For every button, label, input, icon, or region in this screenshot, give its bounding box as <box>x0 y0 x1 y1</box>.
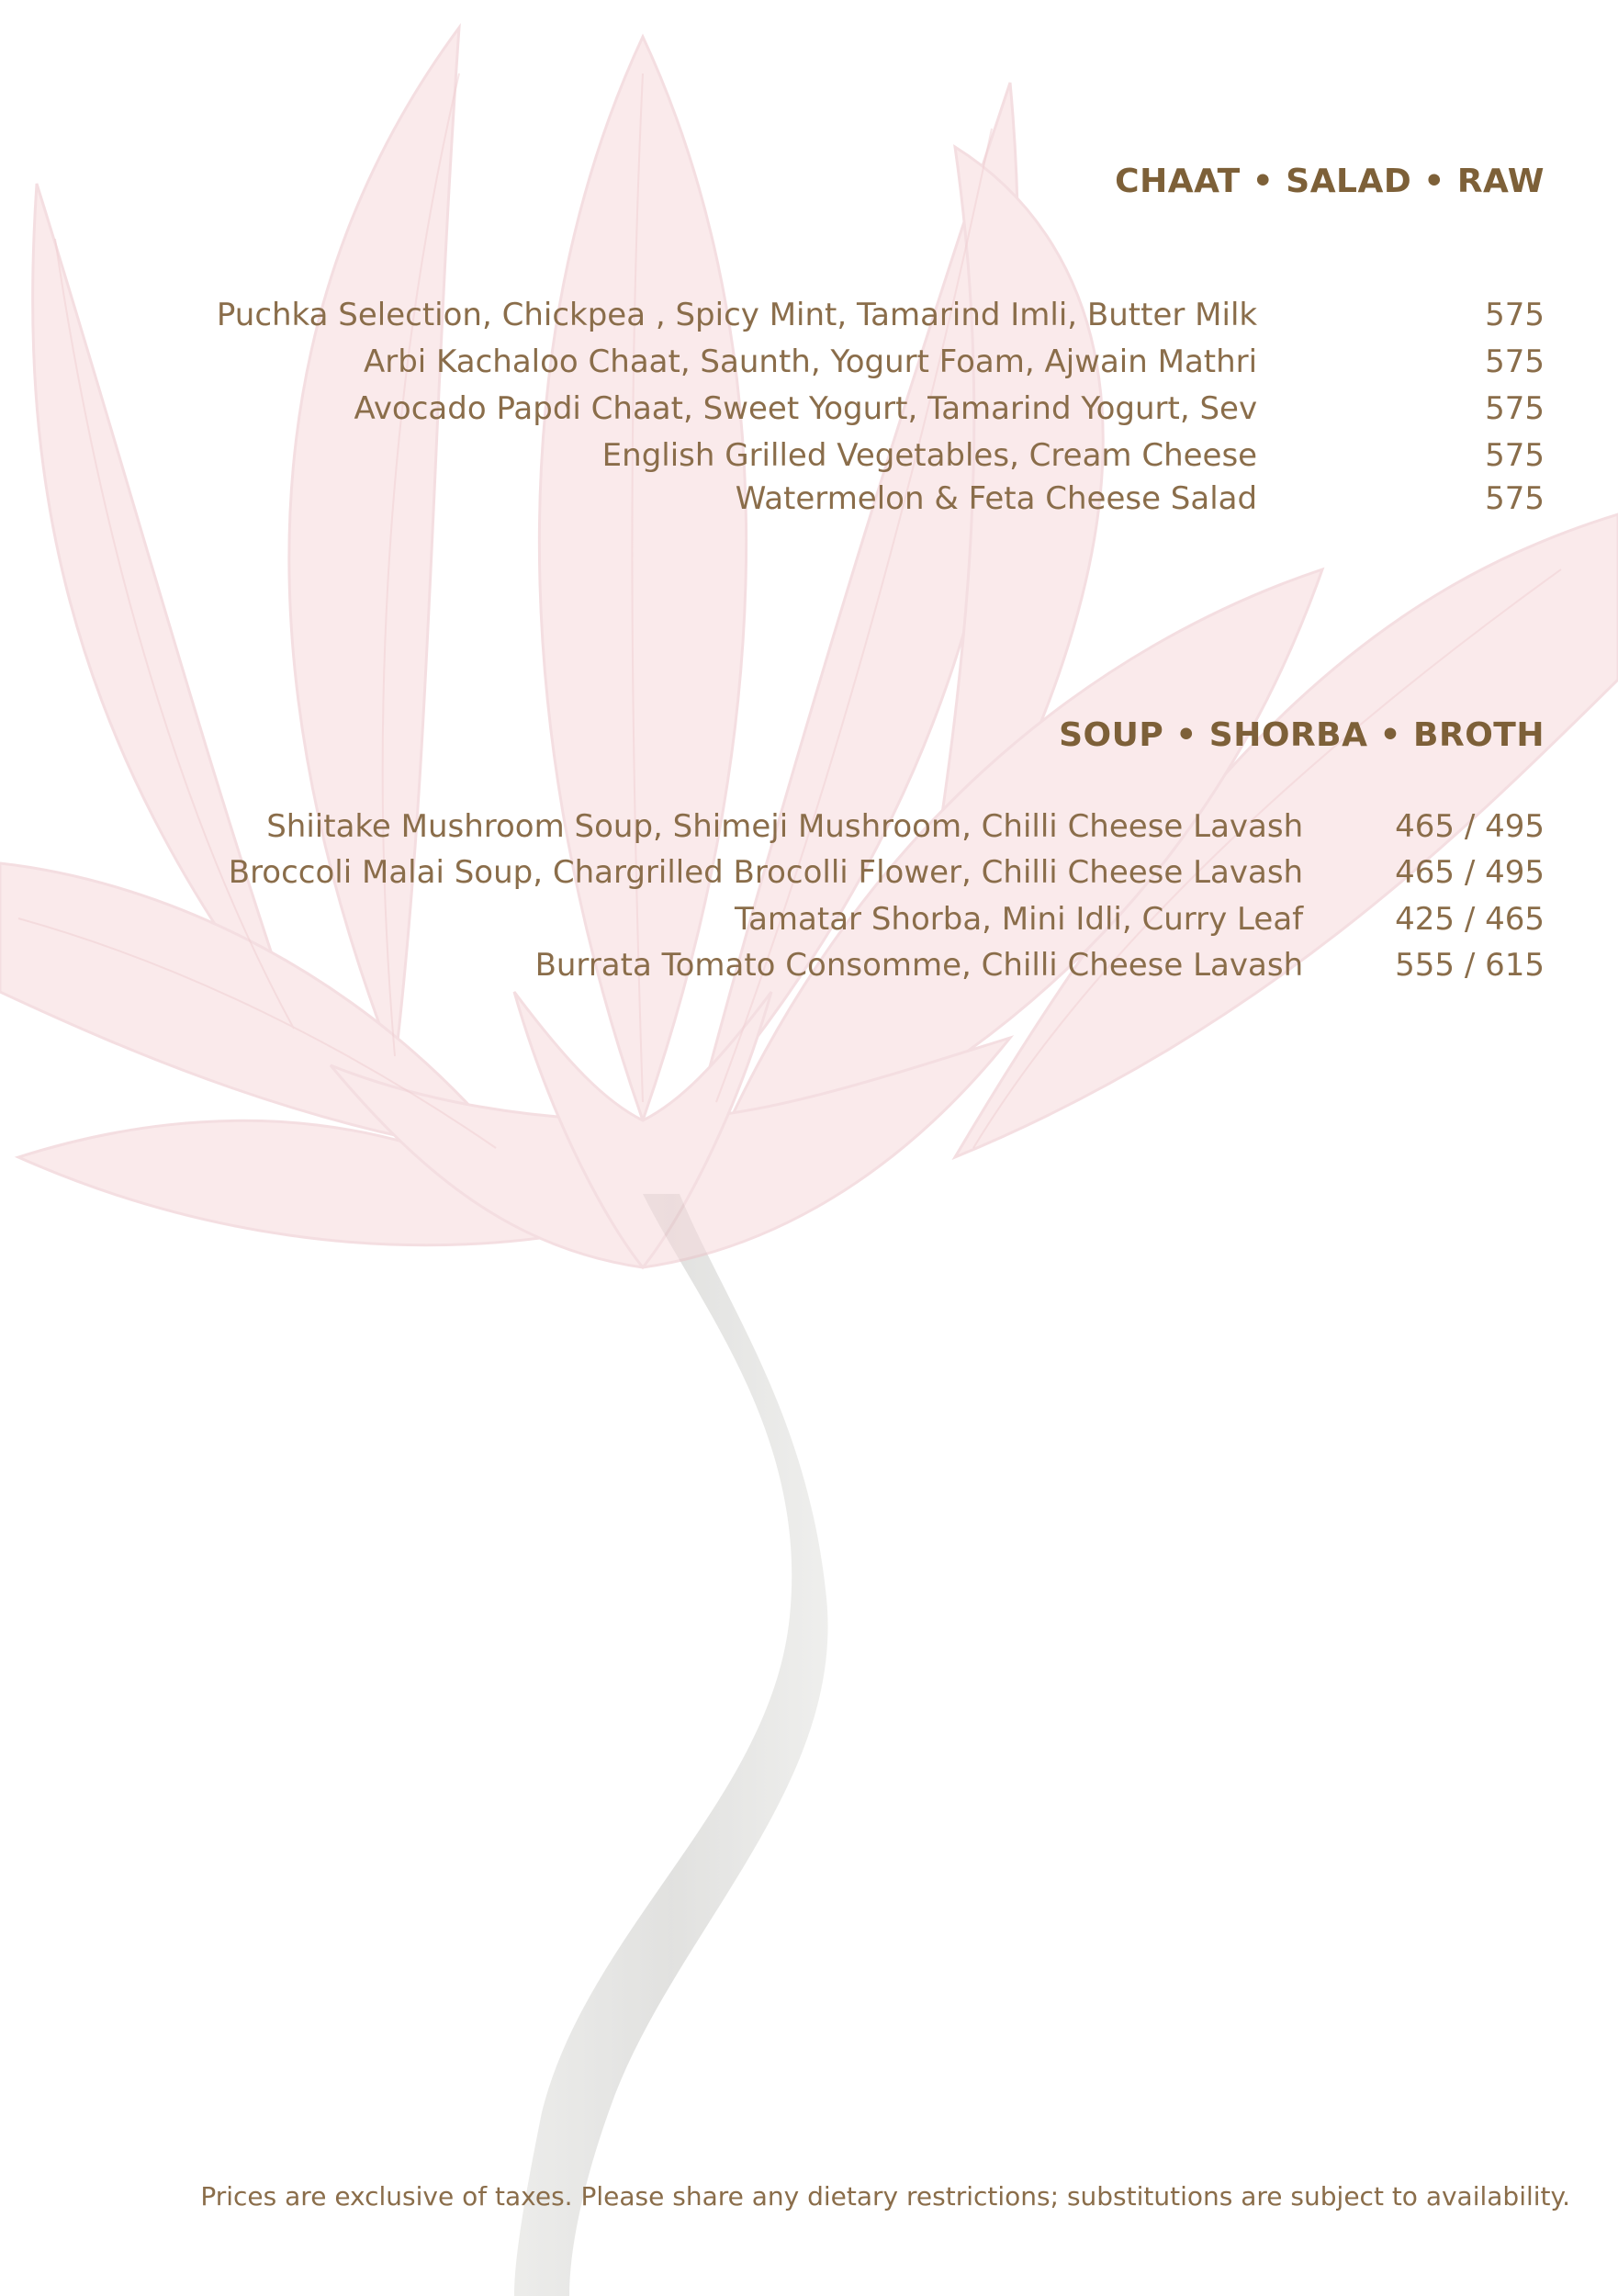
menu-item-row <box>37 850 1545 895</box>
section-heading-chaat-salad-raw: CHAAT • SALAD • RAW <box>1115 163 1545 200</box>
menu-item-price: 575 <box>1485 390 1545 427</box>
menu-item-name: Watermelon & Feta Cheese Salad <box>735 480 1258 517</box>
menu-item-name: Arbi Kachaloo Chaat, Saunth, Yogurt Foam, Ajwain Mathri <box>363 343 1258 380</box>
menu-item-name: Tamatar Shorba, Mini Idli, Curry Leaf <box>734 901 1304 938</box>
menu-item-row <box>37 433 1545 478</box>
menu-item-name: English Grilled Vegetables, Cream Cheese <box>601 437 1258 474</box>
menu-item-price: 575 <box>1485 437 1545 474</box>
menu-item-row <box>37 804 1545 850</box>
menu-item-row <box>37 476 1545 522</box>
menu-item-name: Puchka Selection, Chickpea , Spicy Mint, Tamarind Imli, Butter Milk <box>216 297 1258 333</box>
menu-item-name: Shiitake Mushroom Soup, Shimeji Mushroom, Chilli Cheese Lavash <box>266 808 1304 845</box>
section-heading-soup-shorba-broth: SOUP • SHORBA • BROTH <box>1059 716 1545 754</box>
menu-item-price: 575 <box>1485 297 1545 333</box>
menu-item-price: 555 / 615 <box>1395 947 1545 984</box>
menu-item-price: 575 <box>1485 343 1545 380</box>
footer-disclaimer: Prices are exclusive of taxes. Please share any dietary restrictions; substitutions are subject to availability. <box>200 2181 1570 2212</box>
menu-item-row <box>37 386 1545 432</box>
menu-item-price: 465 / 495 <box>1395 808 1545 845</box>
menu-item-row <box>37 942 1545 988</box>
menu-item-price: 575 <box>1485 480 1545 517</box>
menu-item-row <box>37 339 1545 385</box>
menu-item-row <box>37 292 1545 338</box>
menu-item-name: Broccoli Malai Soup, Chargrilled Brocolli Flower, Chilli Cheese Lavash <box>228 854 1304 891</box>
menu-item-name: Avocado Papdi Chaat, Sweet Yogurt, Tamarind Yogurt, Sev <box>354 390 1258 427</box>
menu-item-name: Burrata Tomato Consomme, Chilli Cheese Lavash <box>534 947 1304 984</box>
menu-item-price: 425 / 465 <box>1395 901 1545 938</box>
menu-item-row <box>37 896 1545 942</box>
menu-item-price: 465 / 495 <box>1395 854 1545 891</box>
